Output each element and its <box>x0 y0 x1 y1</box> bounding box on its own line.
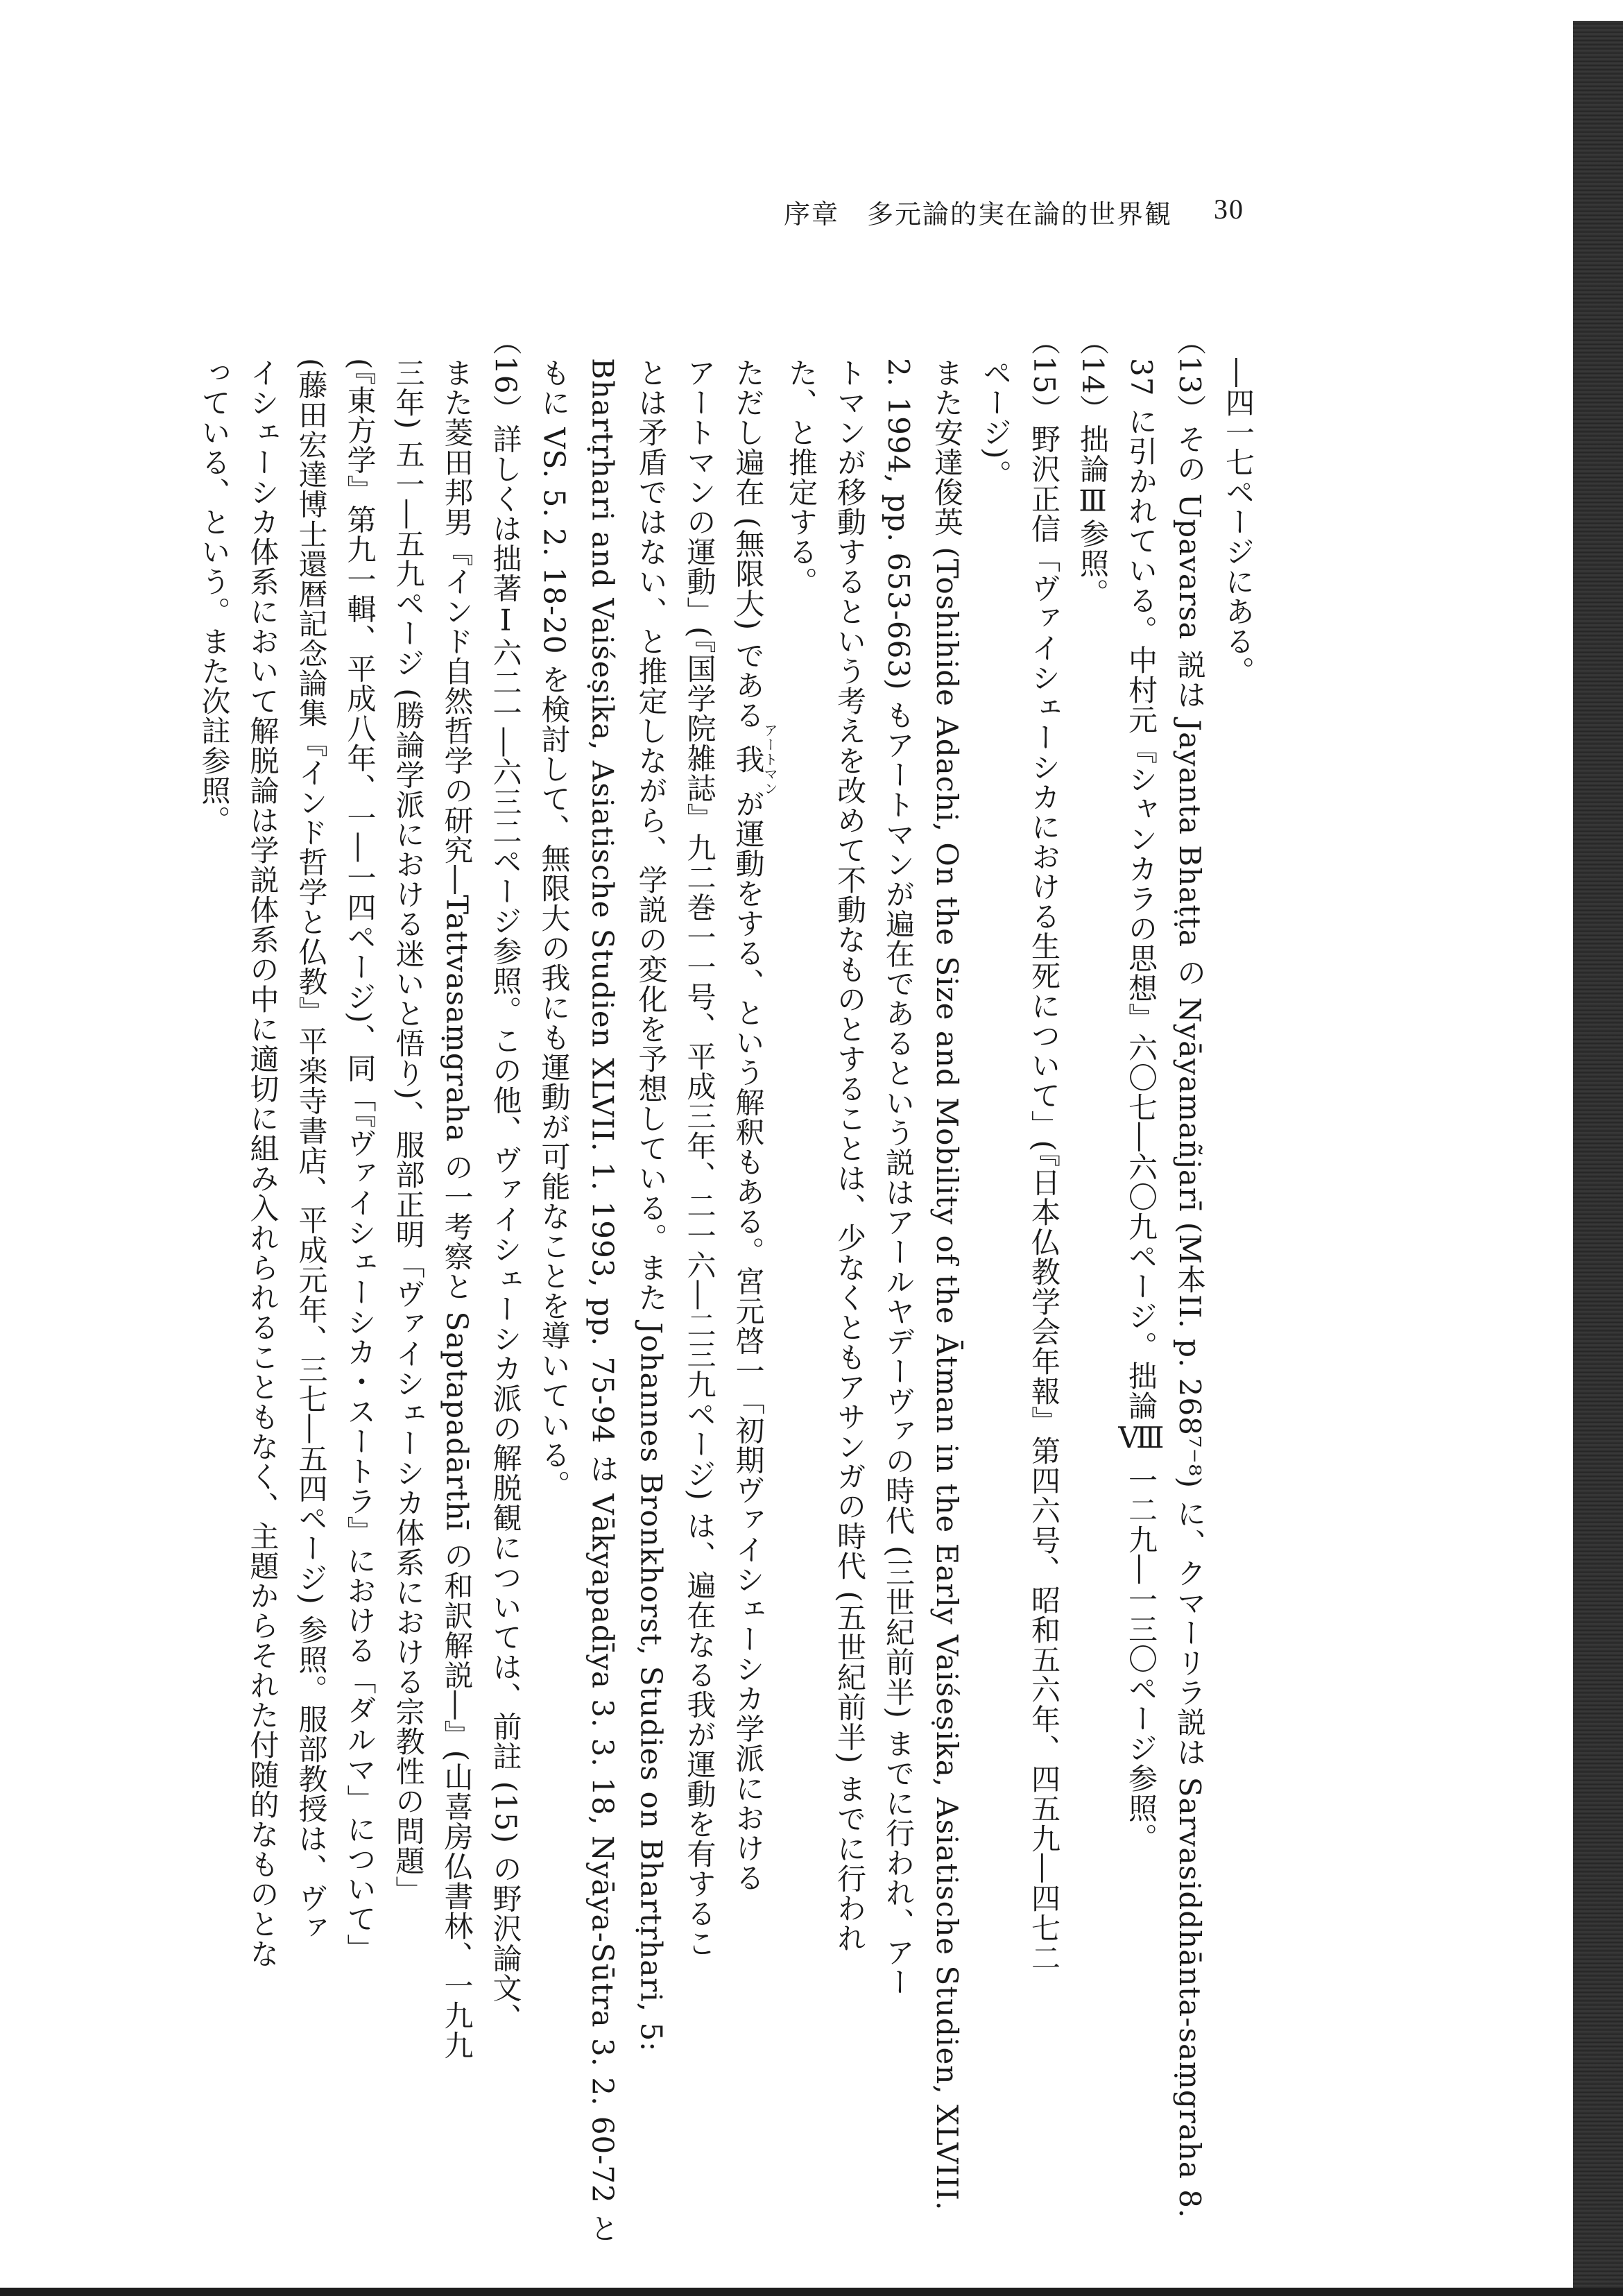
note-16-line: また菱田邦男『インド自然哲学の研究―Tattvasaṃgraha の一考察と Saptapadārthī の和訳解説―』(山喜房仏書林、一九九 <box>440 358 474 2061</box>
note-16-line: （16）詳しくは拙著Ⅰ六二一―六三二ページ参照。この他、ヴァイシェーシカ派の解脱観については、前註 (15) の野沢論文、 <box>488 326 523 2033</box>
note-15-line: もに VS. 5. 2. 18-20 を検討して、無限大の我にも運動が可能なことを導いている。 <box>537 358 572 1500</box>
running-header <box>728 193 1255 234</box>
note-16-line: っている、という。また次註参照。 <box>197 358 232 835</box>
note-15-line: 2. 1994, pp. 653-663) もアートマンが遍在であるという説はアールヤデーヴァの時代 (三世紀前半) までに行われ、アー <box>882 358 916 1998</box>
note-16-line: (『東方学』第九一輯、平成八年、一―一四ページ)、同「『ヴァイシェーシカ・スートラ』における「ダルマ」について」 <box>343 358 377 1964</box>
note-13-line: 37 に引かれている。中村元『シャンカラの思想』六〇七―六〇九ページ。拙論Ⅷ 一二九―一三〇ページ参照。 <box>1124 358 1158 1853</box>
note-16-line: イシェーシカ体系において解脱論は学説体系の中に適切に組み入れられることもなく、主題からそれた付随的なものとな <box>246 358 280 1969</box>
page-number: 30 <box>1214 194 1244 225</box>
scan-edge-bottom <box>0 2288 1623 2296</box>
note-15-line: トマンが移動するという考えを改めて不動なものとすることは、少なくともアサンガの時代 (五世紀前半) までに行われ <box>833 358 867 1953</box>
note-15-line: Bhartṛhari and Vaiśeṣika, Asiatische Studien XLVII. 1. 1993, pp. 75-94 は Vākyapadīya 3. 3. 18, Nyāya-Sūtra 3. 2. 60-72 と <box>585 358 620 2244</box>
notes-body <box>139 326 1262 2244</box>
chapter-title: 序章 多元論的実在論的世界観 <box>784 199 1173 230</box>
note-16-line: (藤田宏達博士還暦記念論集『インド哲学と仏教』平楽寺書店、平成元年、三七―五四ページ) 参照。服部教授は、ヴァ <box>294 358 329 1944</box>
note-15-line: ただし遍在 (無限大) である我アートマンが運動をする、という解釈もある。宮元啓一「初期ヴァイシェーシカ学派における <box>731 358 778 1893</box>
note-16-line: 三年) 五一―五九ページ (勝論学派における迷いと悟り)、服部正明「ヴァイシェーシカ体系における宗教性の問題」 <box>391 358 426 1905</box>
ruby-atman: 我アートマン <box>731 723 778 796</box>
note-15-line: た、と推定する。 <box>784 358 818 597</box>
note-15-line: アートマンの運動」(『国学院雑誌』九二巻一一号、平成三年、二一六―二三九ページ) は、遍在なる我が運動を有するこ <box>682 358 717 1959</box>
note-15-line: また安達俊英 (Toshihide Adachi, On the Size and Mobility of the Ātman in the Early Vaiśeṣika, Asiatische Studien, XLVIII. <box>930 358 964 2211</box>
scan-edge-right <box>1573 21 1623 2296</box>
note-15-line: ページ)。 <box>979 358 1013 490</box>
note-line: ―四一七ページにある。 <box>1221 358 1255 686</box>
note-15-line: （15）野沢正信「ヴァイシェーシカにおける生死について」(『日本仏教学会年報』第四六号、昭和五六年、四五九―四七二 <box>1027 326 1061 1973</box>
note-13-line: （13）その Upavarsa 説は Jayanta Bhaṭṭa の Nyāyamañjarī (M本II. p. 268⁷⁻⁸) に、クマーリラ説は Sarvasiddhānta-saṃgraha 8. <box>1173 326 1207 2219</box>
note-14-line: （14）拙論Ⅲ参照。 <box>1076 326 1110 608</box>
note-15-line: とは矛盾ではない、と推定しながら、学説の変化を予想している。また Johannes Bronkhorst, Studies on Bhartṛhari, 5: <box>634 358 669 2053</box>
